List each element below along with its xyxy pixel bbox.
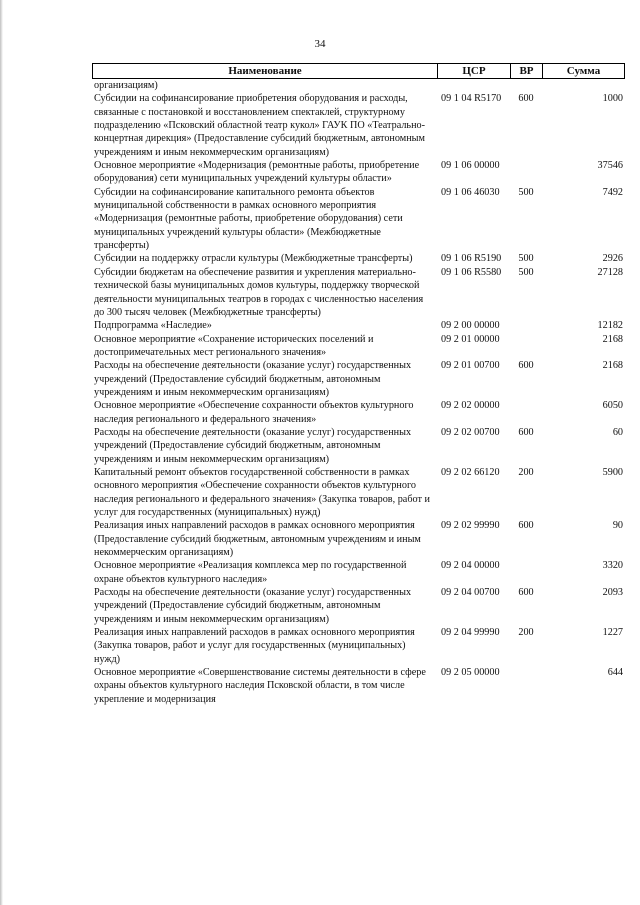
- table-row: [92, 159, 625, 186]
- row-sum: 5900: [602, 466, 623, 478]
- row-csr: 09 1 06 R5580: [441, 266, 502, 278]
- row-vr: 500: [518, 186, 534, 198]
- row-name: Основное мероприятие «Обеспечение сохранности объектов культурного наследия регионального и федерального значения»: [94, 400, 414, 425]
- row-vr: 600: [518, 360, 534, 372]
- row-name: Субсидии на софинансирование приобретения оборудования и расходы, связанные с постановкой и восстановлением спектаклей, структурному подразделению «Псковский областной театр кукол» ГАУК ПО «Театрально-концертная дирекция» (Предоставление субсидий бюджетным, автономным учреждениям и иным некоммерческим организациям): [94, 93, 426, 158]
- row-csr: 09 2 04 00700: [441, 587, 500, 599]
- table-row: [92, 333, 625, 360]
- row-sum: 90: [612, 520, 623, 532]
- table-header: [92, 63, 625, 79]
- row-name: Основное мероприятие «Модернизация (ремонтные работы, приобретение оборудования) сети муниципальных учреждений культуры области»: [94, 160, 420, 185]
- row-name: Расходы на обеспечение деятельности (оказание услуг) государственных учреждений (Предоставление субсидий бюджетным, автономным учреждениям и иным некоммерческим организациям): [94, 587, 412, 625]
- row-sum: 60: [612, 426, 623, 438]
- table-body: [92, 79, 625, 706]
- page-number: 34: [314, 38, 326, 50]
- row-vr: [510, 333, 542, 360]
- row-name: Реализация иных направлений расходов в рамках основного мероприятия (Закупка товаров, работ и услуг для государственных (муниципальных) нужд): [94, 627, 415, 665]
- table-row: [92, 519, 625, 559]
- header-name: Наименование: [93, 64, 438, 78]
- row-csr: [437, 79, 510, 92]
- row-csr: 09 2 02 00700: [441, 426, 500, 438]
- table-row: [92, 559, 625, 586]
- row-sum: 7492: [602, 186, 623, 198]
- table-row: [92, 666, 625, 706]
- table-row: [92, 266, 625, 319]
- row-name: Капитальный ремонт объектов государственной собственности в рамках основного мероприятия «Обеспечение сохранности объектов культурного наследия регионального и федерального значения» (Закупка товаров, работ и услуг для государственных (муниципальных) нужд): [94, 466, 430, 518]
- row-csr: 09 1 06 46030: [441, 186, 500, 198]
- row-name: Основное мероприятие «Реализация комплекса мер по государственной охране объектов культурного наследия»: [94, 560, 407, 585]
- row-csr: 09 2 05 00000: [441, 667, 500, 679]
- row-name: организациям): [94, 80, 158, 91]
- row-sum: 2926: [602, 253, 623, 265]
- row-vr: [510, 559, 542, 586]
- row-csr: 09 2 02 99990: [441, 520, 500, 532]
- header-sum: Сумма: [566, 65, 601, 77]
- row-name: Субсидии на поддержку отрасли культуры (Межбюджетные трансферты): [94, 253, 413, 265]
- row-sum: 1000: [602, 93, 623, 105]
- header-vr: ВР: [511, 64, 543, 78]
- row-name: Расходы на обеспечение деятельности (оказание услуг) государственных учреждений (Предоставление субсидий бюджетным, автономным учреждениям и иным некоммерческим организациям): [94, 360, 412, 398]
- row-csr: 09 2 01 00000: [441, 333, 500, 345]
- budget-table: [92, 63, 625, 706]
- row-vr: 500: [518, 253, 534, 265]
- row-csr: 09 2 02 66120: [441, 466, 500, 478]
- scan-edge-shadow: [0, 0, 3, 905]
- row-vr: 600: [518, 587, 534, 599]
- table-row: [92, 466, 625, 519]
- row-csr: 09 1 04 R5170: [441, 93, 502, 105]
- row-sum: 3320: [602, 560, 623, 572]
- row-name: Основное мероприятие «Сохранение исторических поселений и достопримечательных мест регионального значения»: [94, 333, 374, 358]
- row-sum: 37546: [597, 160, 623, 172]
- row-vr: 200: [518, 466, 534, 478]
- row-vr: [510, 319, 542, 332]
- row-vr: 500: [518, 266, 534, 278]
- table-row: [92, 626, 625, 666]
- table-row: [92, 586, 625, 626]
- row-sum: 2168: [602, 333, 623, 345]
- row-sum: 12182: [597, 320, 623, 332]
- table-row: [92, 252, 625, 265]
- table-row: [92, 92, 625, 159]
- table-row: [92, 399, 625, 426]
- row-csr: 09 2 02 00000: [441, 400, 500, 412]
- row-vr: 600: [518, 93, 534, 105]
- row-name: Расходы на обеспечение деятельности (оказание услуг) государственных учреждений (Предоставление субсидий бюджетным, автономным учреждениям и иным некоммерческим организациям): [94, 426, 412, 465]
- table-row: [92, 359, 625, 399]
- row-csr: 09 1 06 R5190: [441, 253, 502, 265]
- table-row: [92, 319, 625, 332]
- row-name: Основное мероприятие «Совершенствование системы деятельности в сфере охраны объектов культурного наследия Псковской области, в том числе укрепление и модернизация: [94, 667, 426, 705]
- table-row: [92, 426, 625, 466]
- header-csr: ЦСР: [438, 64, 511, 78]
- table-row: [92, 186, 625, 253]
- row-vr: [510, 79, 542, 92]
- row-sum: 644: [607, 667, 623, 679]
- row-csr: 09 2 00 00000: [441, 320, 500, 332]
- row-name: Субсидии бюджетам на обеспечение развития и укрепления материально-технической базы муниципальных домов культуры, поддержку творческой деятельности муниципальных театров в городах с численностью населения до 300 тысяч человек (Межбюджетные трансферты): [94, 266, 424, 318]
- row-vr: 600: [518, 426, 534, 438]
- row-vr: 200: [518, 627, 534, 639]
- row-sum: 6050: [602, 400, 623, 412]
- row-name: Реализация иных направлений расходов в рамках основного мероприятия (Предоставление субсидий бюджетным, автономным учреждениям и иным некоммерческим организациям): [94, 520, 421, 559]
- row-csr: 09 2 04 99990: [441, 627, 500, 639]
- table-row: [92, 79, 625, 92]
- row-name: Подпрограмма «Наследие»: [94, 320, 212, 332]
- row-vr: [510, 399, 542, 426]
- row-vr: [510, 159, 542, 186]
- row-sum: 27128: [597, 266, 623, 278]
- row-name: Субсидии на софинансирование капитального ремонта объектов муниципальной собственности в рамках основного мероприятия «Модернизация (ремонтные работы, приобретение оборудования) сети муниципальных учреждений культуры области» (Межбюджетные трансферты): [94, 186, 403, 252]
- row-csr: 09 2 01 00700: [441, 360, 500, 372]
- row-sum: 2093: [602, 587, 623, 599]
- row-csr: 09 1 06 00000: [441, 160, 500, 172]
- row-csr: 09 2 04 00000: [441, 560, 500, 572]
- row-sum: 2168: [602, 360, 623, 372]
- row-vr: 600: [518, 520, 534, 532]
- row-sum: [542, 79, 623, 92]
- row-sum: 1227: [602, 627, 623, 639]
- row-vr: [510, 666, 542, 706]
